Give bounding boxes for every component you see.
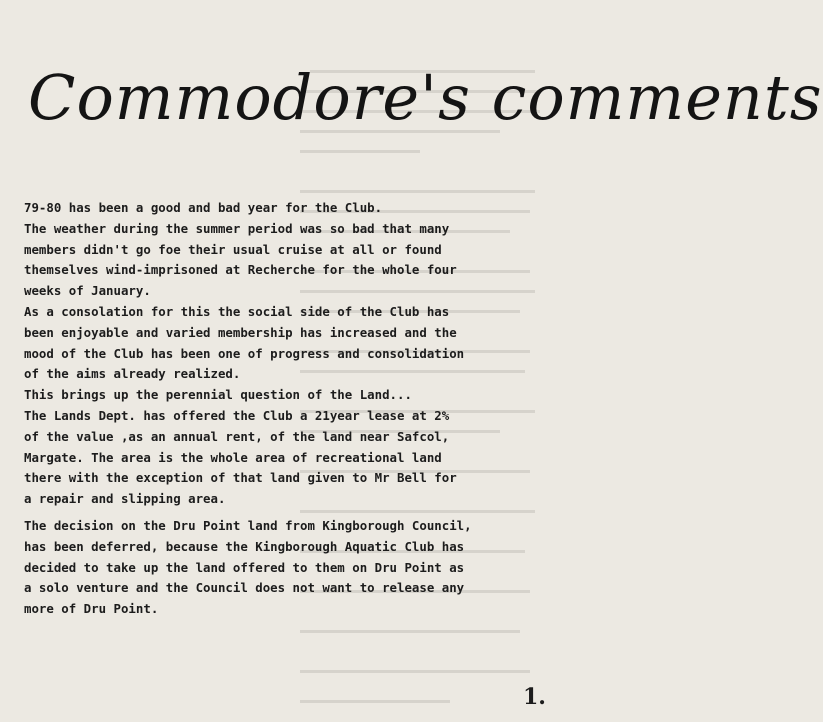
paragraph-line: there with the exception of that land given to Mr Bell for	[24, 470, 457, 486]
paragraph-line: themselves wind-imprisoned at Recherche for the whole four	[24, 262, 457, 278]
paragraph-line: a repair and slipping area.	[24, 491, 226, 507]
paragraph-line: of the aims already realized.	[24, 366, 241, 382]
paragraph-line: a solo venture and the Council does not want to release any	[24, 580, 465, 596]
page-number: 1.	[523, 684, 546, 710]
paragraph-line: weeks of January.	[24, 283, 151, 299]
body-text	[24, 198, 529, 620]
paragraph-line: members didn't go foe their usual cruise at all or found	[24, 241, 442, 257]
paragraph-line: This brings up the perennial question of the Land...	[24, 387, 412, 403]
paragraph-line: mood of the Club has been one of progress and consolidation	[24, 345, 465, 361]
paragraph-line: been enjoyable and varied membership has increased and the	[24, 324, 457, 340]
paragraph-line: decided to take up the land offered to them on Dru Point as	[24, 559, 465, 575]
paragraph-line: of the value ,as an annual rent, of the land near Safcol,	[24, 428, 450, 444]
paragraph-line: Margate. The area is the whole area of recreational land	[24, 449, 442, 465]
paragraph-line: The Lands Dept. has offered the Club a 21year lease at 2%	[24, 407, 450, 423]
paragraph-line: The decision on the Dru Point land from Kingborough Council,	[24, 517, 472, 533]
paragraph-line: 79-80 has been a good and bad year for the Club.	[24, 200, 383, 215]
paragraph-line: has been deferred, because the Kingborough Aquatic Club has	[24, 538, 465, 554]
paragraph-line: more of Dru Point.	[24, 601, 159, 617]
page-title: Commodore's comments	[28, 61, 823, 134]
paragraph-line: As a consolation for this the social side of the Club has	[24, 303, 450, 319]
paragraph-line: The weather during the summer period was so bad that many	[24, 220, 450, 236]
